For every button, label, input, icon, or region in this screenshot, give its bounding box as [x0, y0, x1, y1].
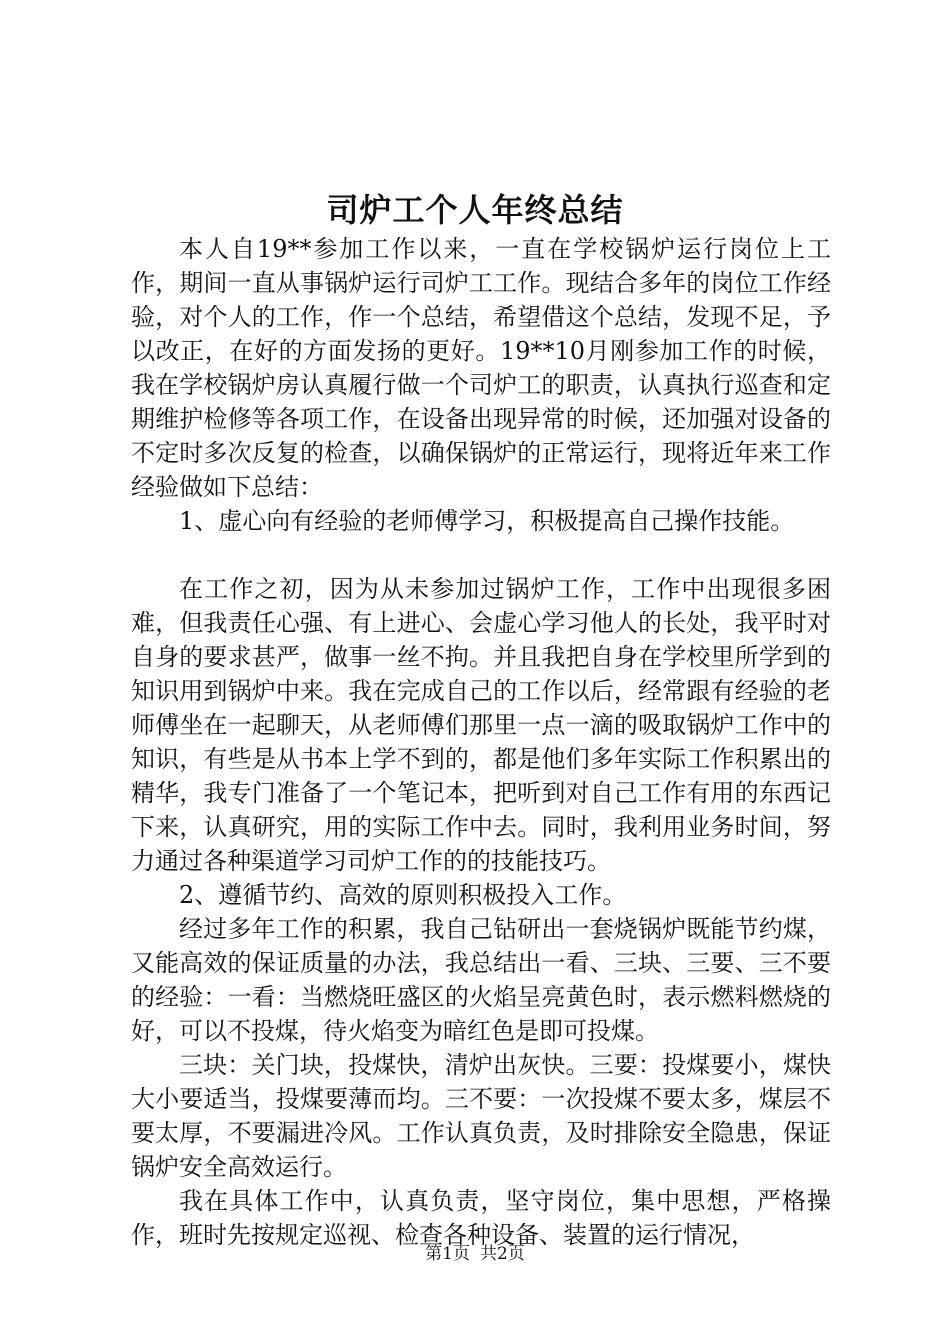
- page-footer: [0, 1242, 950, 1266]
- page-total: 共2页: [480, 1244, 525, 1264]
- paragraph-intro: 本人自19**参加工作以来，一直在学校锅炉运行岗位上工作，期间一直从事锅炉运行司炉工工作。现结合多年的岗位工作经验，对个人的工作，作一个总结，希望借这个总结，发现不足，予以改正，在好的方面发扬的更好。19**10月刚参加工作的时候，我在学校锅炉房认真履行做一个司炉工的职责，认真执行巡查和定期维护检修等各项工作，在设备出现异常的时候，还加强对设备的不定时多次反复的检查，以确保锅炉的正常运行，现将近年来工作经验做如下总结：: [131, 235, 831, 501]
- document-body: [131, 232, 831, 1252]
- paragraph-rules: 三块：关门块，投煤快，清炉出灰快。三要：投煤要小，煤快大小要适当，投煤要薄而均。三不要：一次投煤不要太多，煤层不要太厚，不要漏进冷风。工作认真负责，及时排除安全隐患，保证锅炉安全高效运行。: [131, 1051, 831, 1181]
- section-heading-1: 1、虚心向有经验的老师傅学习，积极提高自己操作技能。: [179, 507, 795, 535]
- paragraph-experience: 经过多年工作的积累，我自己钻研出一套烧锅炉既能节约煤，又能高效的保证质量的办法，我总结出一看、三块、三要、三不要的经验：一看：当燃烧旺盛区的火焰呈亮黄色时，表示燃料燃烧的好，可以不投煤，待火焰变为暗红色是即可投煤。: [131, 915, 831, 1045]
- document-title: 司炉工个人年终总结: [326, 191, 624, 229]
- page-number: 第1页: [425, 1244, 470, 1264]
- paragraph-learning: 在工作之初，因为从未参加过锅炉工作，工作中出现很多困难，但我责任心强、有上进心、会虚心学习他人的长处，我平时对自身的要求甚严，做事一丝不拘。并且我把自身在学校里所学到的知识用到锅炉中来。我在完成自己的工作以后，经常跟有经验的老师傅坐在一起聊天，从老师傅们那里一点一滴的吸取锅炉工作中的知识，有些是从书本上学不到的，都是他们多年实际工作积累出的精华，我专门准备了一个笔记本，把听到对自己工作有用的东西记下来，认真研究，用的实际工作中去。同时，我利用业务时间，努力通过各种渠道学习司炉工作的的技能技巧。: [131, 575, 831, 875]
- paragraph-duty: 我在具体工作中，认真负责，坚守岗位，集中思想，严格操作，班时先按规定巡视、检查各种设备、装置的运行情况，: [131, 1187, 831, 1249]
- section-heading-2: 2、遵循节约、高效的原则积极投入工作。: [179, 881, 627, 909]
